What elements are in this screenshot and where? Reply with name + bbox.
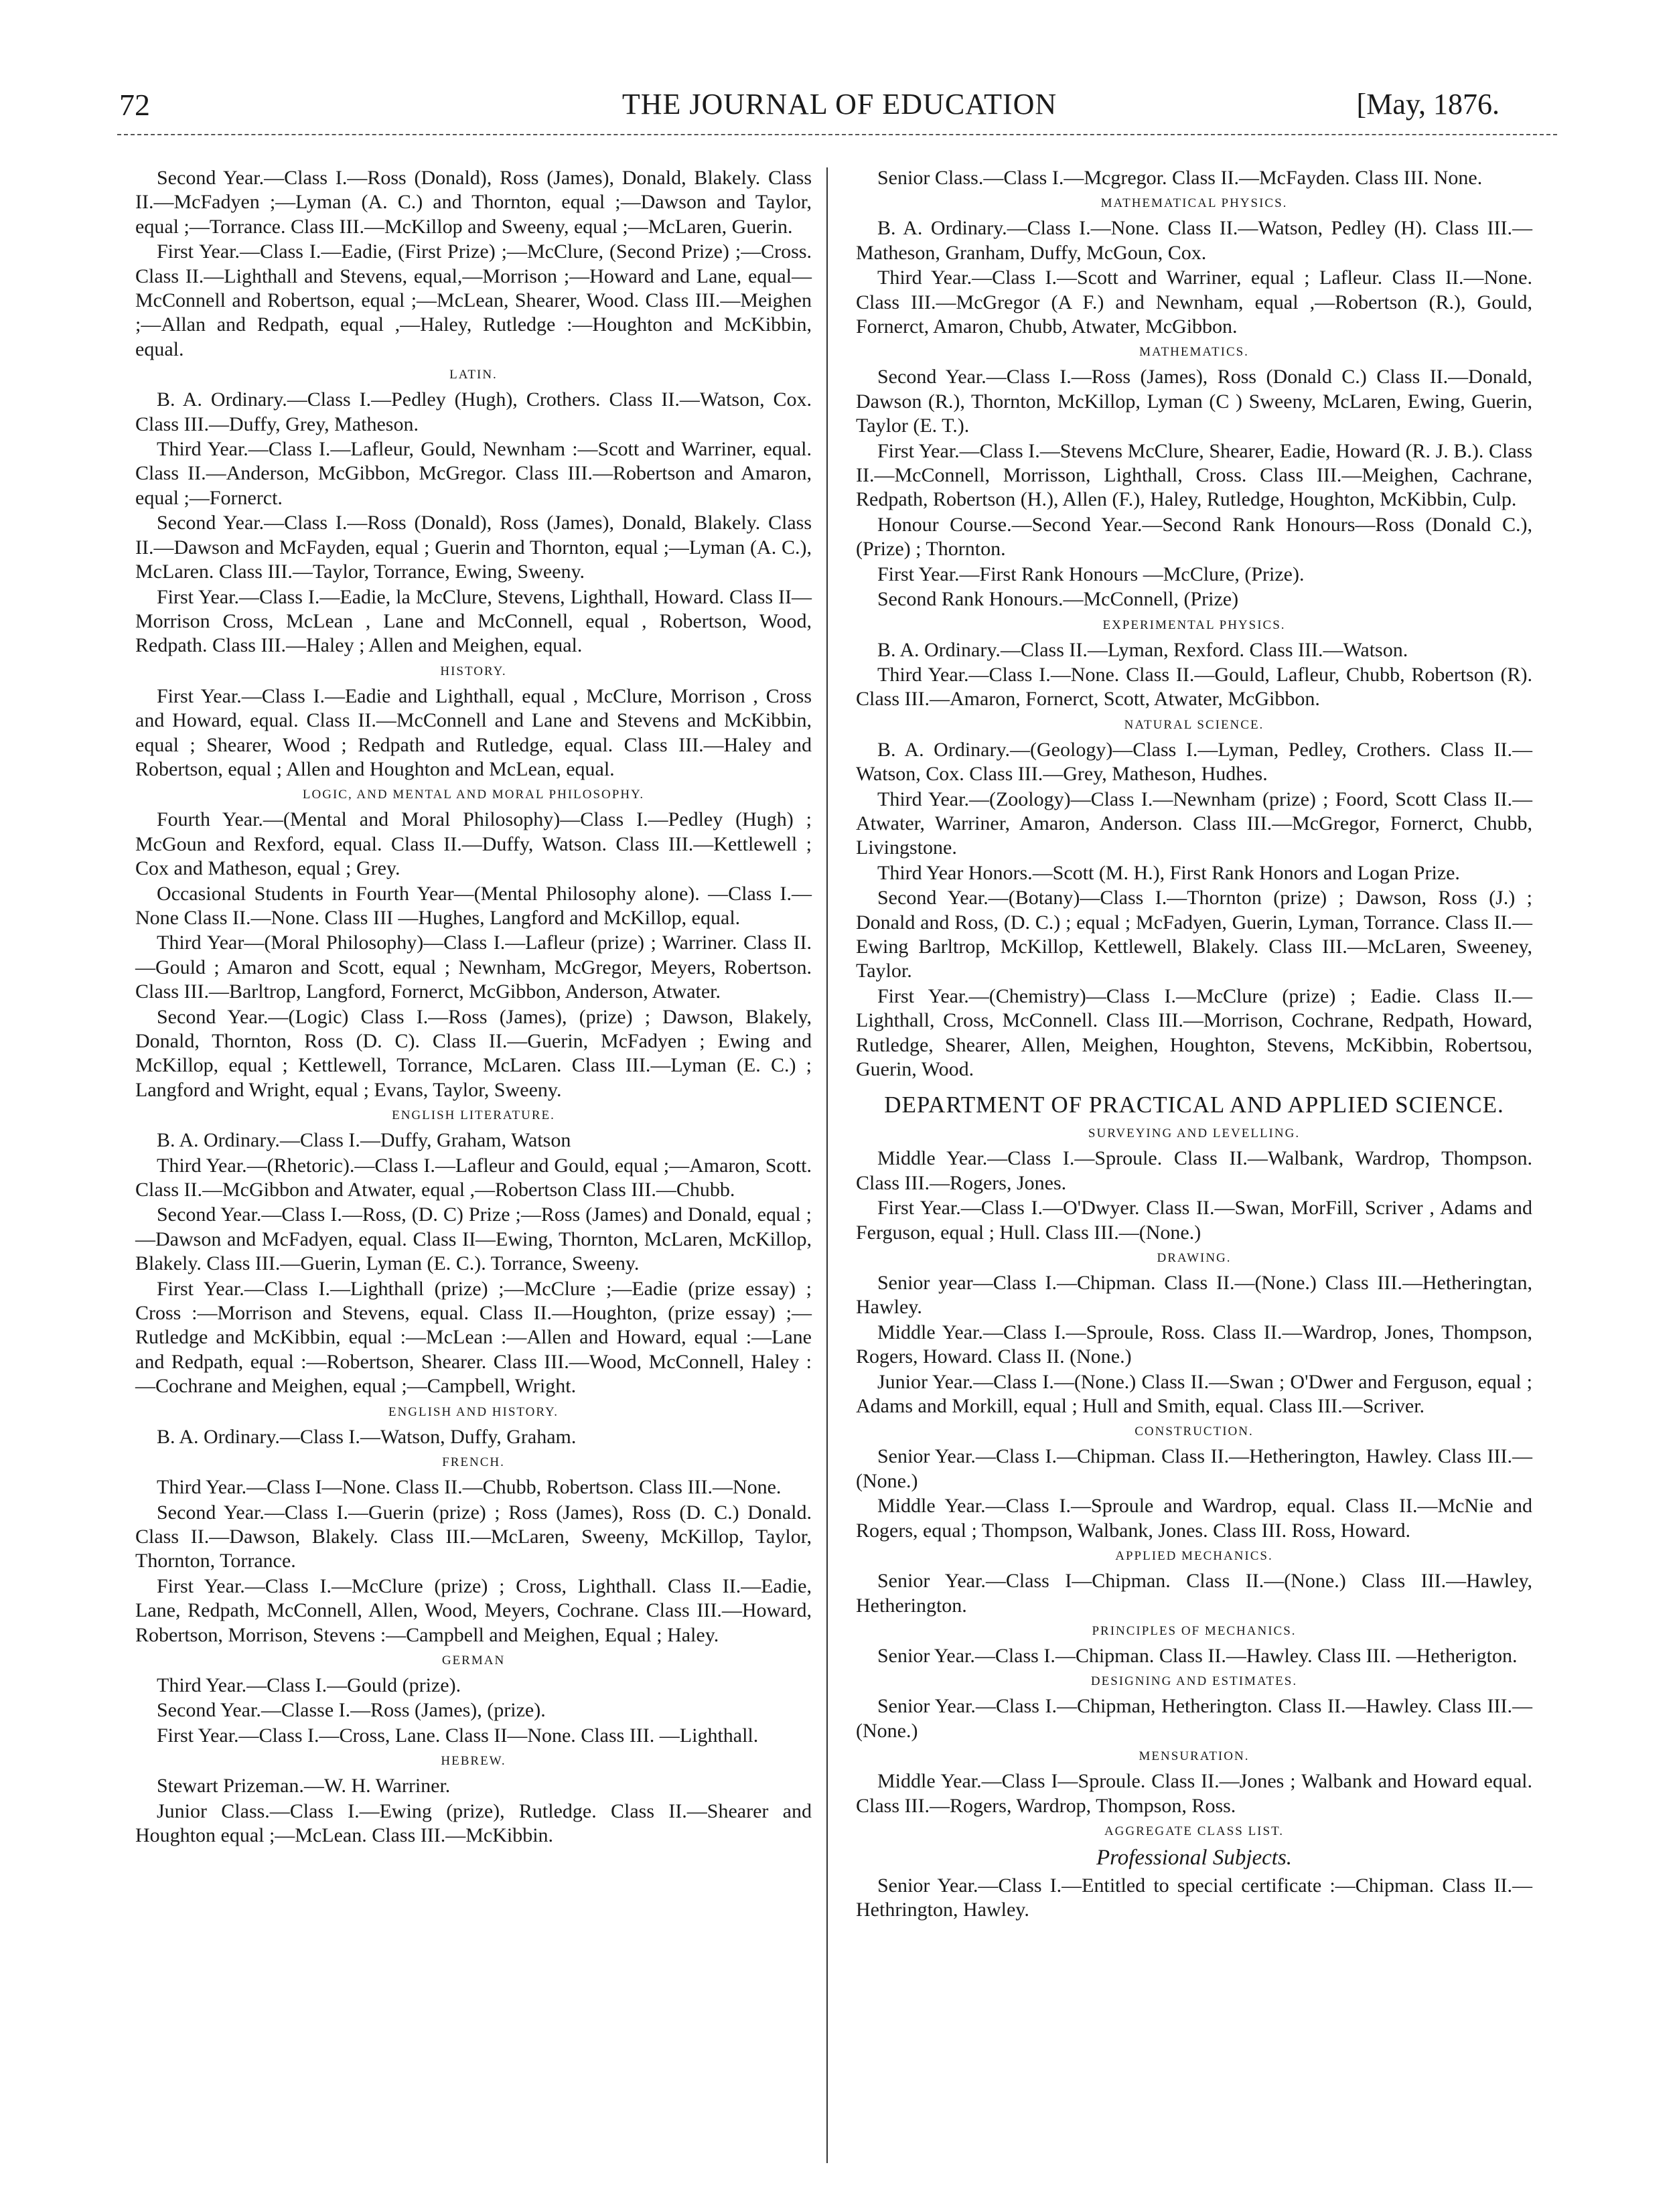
section-heading: MATHEMATICAL PHYSICS.	[1100, 196, 1288, 211]
paragraph: B. A. Ordinary.—Class I.—Pedley (Hugh), Crothers. Class II.—Watson, Cox. Class III.—Duffy, Grey, Matheson.	[135, 388, 812, 435]
paragraph: Third Year.—Class I.—Gould (prize).	[157, 1674, 461, 1696]
department-heading: DEPARTMENT OF PRACTICAL AND APPLIED SCIENCE.	[884, 1092, 1504, 1118]
paragraph: Senior Year.—Class I.—Entitled to special certificate :—Chipman. Class II.—Hethrington, Hawley.	[856, 1874, 1532, 1921]
paragraph: Third Year—(Moral Philosophy)—Class I.—Lafleur (prize) ; Warriner. Class II.—Gould ; Amaron and Scott, equal ; Newnham, McGregor, Meyers, Robertson. Class III.—Barltrop, Langford, Fornerct, McGibbon, Anderson, Atwater.	[135, 932, 812, 1003]
paragraph: Fourth Year.—(Mental and Moral Philosophy)—Class I.—Pedley (Hugh) ; McGoun and Rexford, equal. Class II.—Duffy, Watson. Class III.—Kettlewell ; Cox and Matheson, equal ; Grey.	[135, 808, 812, 880]
paragraph: Second Year.—Class I.—Ross, (D. C) Prize ;—Ross (James) and Donald, equal ;—Dawson and McFadyen, equal. Class II—Ewing, Thornton, McLaren, McKillop, Blakely. Class III.—Guerin, Lyman (E. C.). Torrance, Sweeny.	[135, 1203, 812, 1275]
paragraph: Middle Year.—Class I.—Sproule. Class II.—Walbank, Wardrop, Thompson. Class III.—Rogers, Jones.	[856, 1147, 1532, 1194]
italic-subheading: Professional Subjects.	[1096, 1845, 1293, 1870]
paragraph: Second Year.—Class I.—Ross (Donald), Ross (James), Donald, Blakely. Class II.—McFadyen ;—Lyman (A. C.) and Thornton, equal ;—Dawson and Taylor, equal ;—Torrance. Class III.—McKillop and Sweeny, equal ;—McLaren, Guerin.	[135, 167, 812, 238]
section-heading: DRAWING.	[1157, 1251, 1232, 1266]
paragraph: First Year.—Class I.—Cross, Lane. Class II—None. Class III. —Lighthall.	[157, 1724, 759, 1747]
paragraph: Senior Year.—Class I.—Chipman. Class II.—Hawley. Class III. —Hetherigton.	[877, 1644, 1518, 1667]
paragraph: Second Year.—(Logic) Class I.—Ross (James), (prize) ; Dawson, Blakely, Donald, Thornton, Ross (D. C). Class II.—Guerin, McFadyen ; Ewing and McKillop, equal ; Kettlewell, Torrance, McLaren. Class III.—Lyman (E. C.) ; Langford and Wright, equal ; Evans, Taylor, Sweeny.	[135, 1005, 812, 1101]
paragraph: First Year.—Class I.—Eadie, la McClure, Stevens, Lighthall, Howard. Class II—Morrison Cross, McLean , Lane and McConnell, equal , Robertson, Wood, Redpath. Class III.—Haley ; Allen and Meighen, equal.	[135, 585, 812, 657]
page-number: 72	[119, 88, 150, 122]
section-heading: HEBREW.	[441, 1754, 506, 1769]
paragraph: Third Year Honors.—Scott (M. H.), First Rank Honors and Logan Prize.	[877, 861, 1460, 884]
page-header	[0, 87, 1679, 141]
section-heading: CONSTRUCTION.	[1135, 1424, 1254, 1439]
section-heading: AGGREGATE CLASS LIST.	[1104, 1824, 1285, 1838]
section-heading: NATURAL SCIENCE.	[1124, 717, 1264, 732]
paragraph: B. A. Ordinary.—Class I.—None. Class II.—Watson, Pedley (H). Class III.—Matheson, Granham, Duffy, McGoun, Cox.	[856, 217, 1532, 264]
paragraph: Middle Year.—Class I.—Sproule, Ross. Class II.—Wardrop, Jones, Thompson, Rogers, Howard. Class II. (None.)	[856, 1321, 1532, 1368]
paragraph: First Year.—Class I.—Eadie, (First Prize) ;—McClure, (Second Prize) ;—Cross. Class II.—Lighthall and Stevens, equal,—Morrison ;—Howard and Lane, equal—McConnell and Robertson, equal ;—McLean, Shearer, Wood. Class III.—Meighen ;—Allan and Redpath, equal ,—Haley, Rutledge :—Houghton and McKibbin, equal.	[135, 240, 812, 360]
section-heading: APPLIED MECHANICS.	[1115, 1549, 1273, 1564]
header-rule	[117, 134, 1557, 135]
section-heading: ENGLISH LITERATURE.	[392, 1108, 555, 1123]
paragraph: Second Year.—Classe I.—Ross (James), (prize).	[157, 1699, 546, 1722]
paragraph: First Year.—First Rank Honours —McClure, (Prize).	[877, 563, 1305, 585]
paragraph: Third Year.—(Zoology)—Class I.—Newnham (prize) ; Foord, Scott Class II.—Atwater, Warriner, Amaron, Anderson. Class III.—McGregor, Fornerct, Chubb, Livingstone.	[856, 788, 1532, 859]
paragraph: Second Rank Honours.—McConnell, (Prize)	[877, 588, 1239, 611]
section-heading: ENGLISH AND HISTORY.	[388, 1404, 559, 1419]
section-heading: FRENCH.	[442, 1455, 505, 1470]
paragraph: Senior Class.—Class I.—Mcgregor. Class II.—McFayden. Class III. None.	[877, 167, 1483, 189]
paragraph: Senior Year.—Class I.—Chipman. Class II.—Hetherington, Hawley. Class III.—(None.)	[856, 1445, 1532, 1492]
column-divider	[826, 167, 828, 2163]
paragraph: Second Year.—(Botany)—Class I.—Thornton (prize) ; Dawson, Ross (J.) ; Donald and Ross, (D. C.) ; equal ; McFadyen, Guerin, Lyman, Torrance. Class II.—Ewing Barltrop, McKillop, Kettlewell, Blakely. Class III.—McLaren, Sweeney, Taylor.	[856, 887, 1532, 982]
issue-date: [May, 1876.	[1356, 88, 1500, 121]
paragraph: First Year.—Class I.—O'Dwyer. Class II.—Swan, MorFill, Scriver , Adams and Ferguson, equal ; Hull. Class III.—(None.)	[856, 1197, 1532, 1244]
paragraph: Middle Year.—Class I.—Sproule and Wardrop, equal. Class II.—McNie and Rogers, equal ; Thompson, Walbank, Jones. Class III. Ross, Howard.	[856, 1495, 1532, 1542]
section-heading: SURVEYING AND LEVELLING.	[1088, 1126, 1301, 1141]
paragraph: Occasional Students in Fourth Year—(Mental Philosophy alone). —Class I.—None Class II.—None. Class III —Hughes, Langford and McKillop, equal.	[135, 882, 812, 929]
section-heading: LOGIC, AND MENTAL AND MORAL PHILOSOPHY.	[302, 788, 645, 802]
paragraph: First Year.—Class I.—Lighthall (prize) ;—McClure ;—Eadie (prize essay) ; Cross :—Morrison and Stevens, equal. Class II.—Houghton, (prize essay) ;—Rutledge and McKibbin, equal :—McLean :—Allen and Howard, equal :—Lane and Redpath, equal :—Robertson, Shearer. Class III.—Wood, McConnell, Haley :—Cochrane and Meighen, equal ;—Campbell, Wright.	[135, 1277, 812, 1398]
section-heading: GERMAN	[441, 1653, 506, 1668]
paragraph: Second Year.—Class I.—Guerin (prize) ; Ross (James), Ross (D. C.) Donald. Class II.—Dawson, Blakely. Class III.—McLaren, Sweeny, McKillop, Taylor, Thornton, Torrance.	[135, 1501, 812, 1572]
paragraph: Junior Year.—Class I.—(None.) Class II.—Swan ; O'Dwer and Ferguson, equal ; Adams and Morkill, equal ; Hull and Smith, equal. Class III.—Scriver.	[856, 1370, 1532, 1418]
paragraph: B. A. Ordinary.—Class I.—Duffy, Graham, Watson	[157, 1129, 571, 1152]
paragraph: B. A. Ordinary.—Class II.—Lyman, Rexford. Class III.—Watson.	[877, 638, 1408, 661]
section-heading: PRINCIPLES OF MECHANICS.	[1092, 1623, 1297, 1638]
section-heading: HISTORY.	[440, 664, 507, 678]
left-column	[135, 166, 812, 1848]
paragraph: Junior Class.—Class I.—Ewing (prize), Rutledge. Class II.—Shearer and Houghton equal ;—McLean. Class III.—McKibbin.	[135, 1799, 812, 1846]
section-heading: MATHEMATICS.	[1139, 345, 1249, 360]
journal-title: THE JOURNAL OF EDUCATION	[622, 88, 1057, 121]
paragraph: First Year.—Class I.—Stevens McClure, Shearer, Eadie, Howard (R. J. B.). Class II.—McConnell, Morrisson, Lighthall, Cross. Class III.—Meighen, Cachrane, Redpath, Robertson (H.), Allen (F.), Haley, Rutledge, Houghton, McKibbin, Culp.	[856, 439, 1532, 511]
paragraph: First Year.—(Chemistry)—Class I.—McClure (prize) ; Eadie. Class II.—Lighthall, Cross, McConnell. Class III.—Morrison, Cochrane, Redpath, Howard, Rutledge, Shearer, Allen, Meighen, Houghton, Stevens, McKibbin, Robertsou, Guerin, Wood.	[856, 984, 1532, 1080]
paragraph: Second Year.—Class I.—Ross (James), Ross (Donald C.) Class II.—Donald, Dawson (R.), Thornton, McKillop, Lyman (C ) Sweeny, McLaren, Ewing, Guerin, Taylor (E. T.).	[856, 366, 1532, 437]
right-column	[856, 166, 1532, 1923]
paragraph: Senior Year.—Class I.—Chipman, Hetherington. Class II.—Hawley. Class III.—(None.)	[856, 1695, 1532, 1742]
paragraph: Senior Year.—Class I—Chipman. Class II.—(None.) Class III.—Hawley, Hetherington.	[856, 1570, 1532, 1617]
paragraph: Middle Year.—Class I—Sproule. Class II.—Jones ; Walbank and Howard equal. Class III.—Rogers, Wardrop, Thompson, Ross.	[856, 1770, 1532, 1817]
section-heading: DESIGNING AND ESTIMATES.	[1090, 1674, 1298, 1689]
paragraph: Senior year—Class I.—Chipman. Class II.—(None.) Class III.—Hetheringtan, Hawley.	[856, 1272, 1532, 1319]
paragraph: Honour Course.—Second Year.—Second Rank Honours—Ross (Donald C.), (Prize) ; Thornton.	[856, 513, 1532, 561]
paragraph: Third Year.—Class I.—Scott and Warriner, equal ; Lafleur. Class II.—None. Class III.—McGregor (A F.) and Newnham, equal ,—Robertson (R.), Gould, Fornerct, Amaron, Chubb, Atwater, McGibbon.	[856, 267, 1532, 338]
paragraph: First Year.—Class I.—Eadie and Lighthall, equal , McClure, Morrison , Cross and Howard, equal. Class II.—McConnell and Lane and Stevens and McKibbin, equal ; Shearer, Wood ; Redpath and Rutledge, equal. Class III.—Haley and Robertson, equal ; Allen and Houghton and McLean, equal.	[135, 684, 812, 780]
paragraph: Stewart Prizeman.—W. H. Warriner.	[157, 1775, 451, 1797]
paragraph: B. A. Ordinary.—Class I.—Watson, Duffy, Graham.	[157, 1425, 577, 1448]
paragraph: First Year.—Class I.—McClure (prize) ; Cross, Lighthall. Class II.—Eadie, Lane, Redpath, McConnell, Allen, Wood, Meyers, Cochrane. Class III.—Howard, Robertson, Morrison, Stevens :—Campbell and Meighen, Equal ; Haley.	[135, 1574, 812, 1646]
section-heading: MENSURATION.	[1139, 1749, 1250, 1764]
paragraph: B. A. Ordinary.—(Geology)—Class I.—Lyman, Pedley, Crothers. Class II.—Watson, Cox. Class III.—Grey, Matheson, Hudhes.	[856, 738, 1532, 786]
section-heading: LATIN.	[449, 368, 498, 382]
section-heading: EXPERIMENTAL PHYSICS.	[1102, 617, 1286, 632]
paragraph: Third Year.—Class I.—None. Class II.—Gould, Lafleur, Chubb, Robertson (R). Class III.—Amaron, Fornerct, Scott, Atwater, McGibbon.	[856, 663, 1532, 711]
paragraph: Third Year.—Class I.—Lafleur, Gould, Newnham :—Scott and Warriner, equal. Class II.—Anderson, McGibbon, McGregor. Class III.—Robertson and Amaron, equal ;—Fornerct.	[135, 438, 812, 509]
paragraph: Third Year.—(Rhetoric).—Class I.—Lafleur and Gould, equal ;—Amaron, Scott. Class II.—McGibbon and Atwater, equal ,—Robertson Class III.—Chubb.	[135, 1154, 812, 1201]
paragraph: Second Year.—Class I.—Ross (Donald), Ross (James), Donald, Blakely. Class II.—Dawson and McFayden, equal ; Guerin and Thornton, equal ;—Lyman (A. C.), McLaren. Class III.—Taylor, Torrance, Ewing, Sweeny.	[135, 512, 812, 583]
paragraph: Third Year.—Class I—None. Class II.—Chubb, Robertson. Class III.—None.	[157, 1476, 782, 1499]
